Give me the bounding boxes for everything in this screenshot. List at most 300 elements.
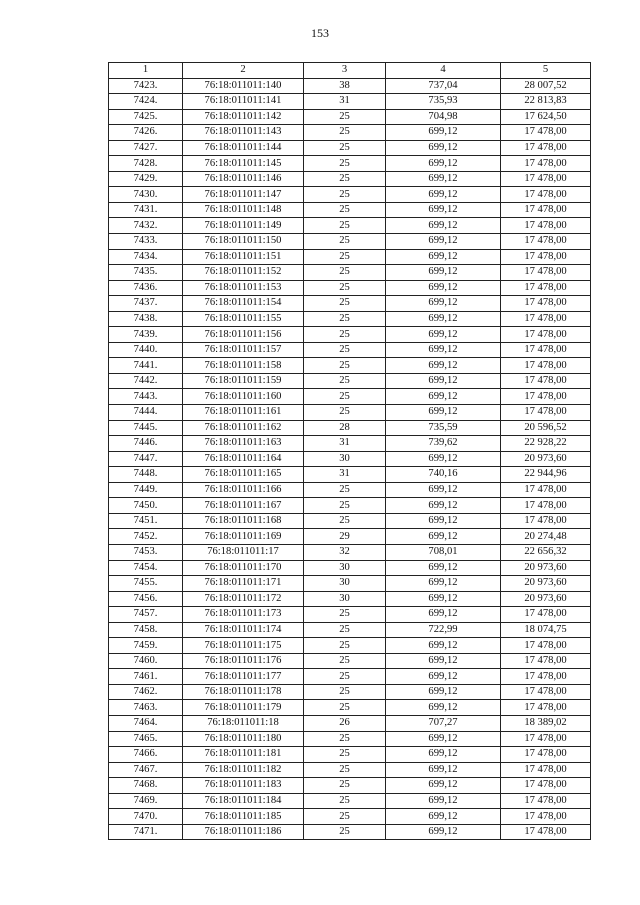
table-row: [109, 156, 591, 172]
value-col-3: 25: [304, 700, 386, 716]
table-row: [109, 249, 591, 265]
row-number: 7430.: [109, 187, 183, 203]
value-col-3: 25: [304, 342, 386, 358]
value-col-4: 699,12: [386, 296, 501, 312]
table-row: [109, 498, 591, 514]
cadastral-number: 76:18:011011:18: [183, 715, 304, 731]
value-col-4: 699,12: [386, 498, 501, 514]
cadastral-number: 76:18:011011:162: [183, 420, 304, 436]
value-col-3: 25: [304, 405, 386, 421]
value-col-5: 17 478,00: [501, 187, 591, 203]
column-header-5: 5: [501, 63, 591, 79]
table-row: [109, 669, 591, 685]
cadastral-table: [108, 62, 591, 840]
value-col-4: 699,12: [386, 809, 501, 825]
table-row: [109, 94, 591, 110]
row-number: 7429.: [109, 171, 183, 187]
cadastral-number: 76:18:011011:142: [183, 109, 304, 125]
table-row: [109, 809, 591, 825]
value-col-5: 17 478,00: [501, 762, 591, 778]
cadastral-number: 76:18:011011:143: [183, 125, 304, 141]
value-col-5: 17 478,00: [501, 373, 591, 389]
cadastral-number: 76:18:011011:146: [183, 171, 304, 187]
column-header-3: 3: [304, 63, 386, 79]
table-header: [109, 63, 591, 79]
value-col-5: 17 478,00: [501, 513, 591, 529]
value-col-3: 28: [304, 420, 386, 436]
row-number: 7447.: [109, 451, 183, 467]
value-col-3: 25: [304, 280, 386, 296]
table-row: [109, 747, 591, 763]
cadastral-number: 76:18:011011:155: [183, 311, 304, 327]
row-number: 7441.: [109, 358, 183, 374]
value-col-3: 25: [304, 482, 386, 498]
cadastral-number: 76:18:011011:163: [183, 436, 304, 452]
table-row: [109, 140, 591, 156]
table-row: [109, 513, 591, 529]
row-number: 7452.: [109, 529, 183, 545]
cadastral-number: 76:18:011011:148: [183, 202, 304, 218]
value-col-4: 699,12: [386, 234, 501, 250]
value-col-3: 25: [304, 296, 386, 312]
value-col-4: 699,12: [386, 700, 501, 716]
value-col-4: 699,12: [386, 638, 501, 654]
table-row: [109, 109, 591, 125]
table-row: [109, 358, 591, 374]
row-number: 7434.: [109, 249, 183, 265]
value-col-4: 699,12: [386, 762, 501, 778]
value-col-3: 25: [304, 187, 386, 203]
value-col-4: 699,12: [386, 125, 501, 141]
value-col-4: 699,12: [386, 171, 501, 187]
cadastral-number: 76:18:011011:167: [183, 498, 304, 514]
table-row: [109, 467, 591, 483]
row-number: 7444.: [109, 405, 183, 421]
row-number: 7445.: [109, 420, 183, 436]
row-number: 7455.: [109, 576, 183, 592]
value-col-3: 25: [304, 327, 386, 343]
value-col-5: 17 478,00: [501, 125, 591, 141]
row-number: 7458.: [109, 622, 183, 638]
cadastral-number: 76:18:011011:156: [183, 327, 304, 343]
value-col-4: 699,12: [386, 327, 501, 343]
value-col-5: 17 478,00: [501, 311, 591, 327]
row-number: 7427.: [109, 140, 183, 156]
table-row: [109, 576, 591, 592]
row-number: 7439.: [109, 327, 183, 343]
row-number: 7462.: [109, 684, 183, 700]
table-body: [109, 78, 591, 840]
value-col-5: 20 274,48: [501, 529, 591, 545]
value-col-5: 20 973,60: [501, 560, 591, 576]
table-row: [109, 684, 591, 700]
value-col-4: 699,12: [386, 358, 501, 374]
table-row: [109, 591, 591, 607]
value-col-5: 17 478,00: [501, 778, 591, 794]
row-number: 7456.: [109, 591, 183, 607]
table-row: [109, 653, 591, 669]
value-col-3: 25: [304, 171, 386, 187]
value-col-3: 25: [304, 498, 386, 514]
value-col-3: 25: [304, 684, 386, 700]
cadastral-number: 76:18:011011:180: [183, 731, 304, 747]
value-col-3: 25: [304, 311, 386, 327]
value-col-4: 740,16: [386, 467, 501, 483]
cadastral-number: 76:18:011011:152: [183, 265, 304, 281]
value-col-5: 22 813,83: [501, 94, 591, 110]
value-col-5: 17 478,00: [501, 607, 591, 623]
row-number: 7470.: [109, 809, 183, 825]
cadastral-number: 76:18:011011:170: [183, 560, 304, 576]
value-col-5: 20 973,60: [501, 451, 591, 467]
value-col-4: 699,12: [386, 669, 501, 685]
value-col-3: 30: [304, 451, 386, 467]
cadastral-number: 76:18:011011:140: [183, 78, 304, 94]
value-col-5: 17 624,50: [501, 109, 591, 125]
value-col-5: 17 478,00: [501, 653, 591, 669]
table-row: [109, 529, 591, 545]
cadastral-number: 76:18:011011:168: [183, 513, 304, 529]
table-row: [109, 202, 591, 218]
row-number: 7435.: [109, 265, 183, 281]
value-col-3: 29: [304, 529, 386, 545]
row-number: 7465.: [109, 731, 183, 747]
table-row: [109, 125, 591, 141]
cadastral-number: 76:18:011011:164: [183, 451, 304, 467]
value-col-3: 25: [304, 218, 386, 234]
page-number: 153: [311, 26, 329, 40]
value-col-4: 699,12: [386, 731, 501, 747]
value-col-3: 25: [304, 809, 386, 825]
table-row: [109, 420, 591, 436]
table-row: [109, 700, 591, 716]
value-col-5: 17 478,00: [501, 482, 591, 498]
value-col-4: 737,04: [386, 78, 501, 94]
cadastral-number: 76:18:011011:160: [183, 389, 304, 405]
row-number: 7437.: [109, 296, 183, 312]
value-col-4: 699,12: [386, 529, 501, 545]
value-col-5: 17 478,00: [501, 793, 591, 809]
value-col-4: 699,12: [386, 140, 501, 156]
value-col-5: 17 478,00: [501, 249, 591, 265]
row-number: 7423.: [109, 78, 183, 94]
value-col-3: 25: [304, 638, 386, 654]
table-row: [109, 218, 591, 234]
table-row: [109, 451, 591, 467]
cadastral-number: 76:18:011011:158: [183, 358, 304, 374]
value-col-3: 25: [304, 389, 386, 405]
table-row: [109, 389, 591, 405]
cadastral-number: 76:18:011011:159: [183, 373, 304, 389]
value-col-3: 25: [304, 358, 386, 374]
value-col-4: 699,12: [386, 576, 501, 592]
value-col-3: 25: [304, 265, 386, 281]
value-col-5: 17 478,00: [501, 700, 591, 716]
value-col-3: 30: [304, 591, 386, 607]
cadastral-number: 76:18:011011:144: [183, 140, 304, 156]
table-row: [109, 171, 591, 187]
value-col-4: 699,12: [386, 156, 501, 172]
value-col-5: 18 389,02: [501, 715, 591, 731]
cadastral-number: 76:18:011011:165: [183, 467, 304, 483]
value-col-3: 32: [304, 544, 386, 560]
cadastral-number: 76:18:011011:157: [183, 342, 304, 358]
table-row: [109, 405, 591, 421]
value-col-4: 699,12: [386, 280, 501, 296]
row-number: 7431.: [109, 202, 183, 218]
value-col-3: 25: [304, 202, 386, 218]
value-col-3: 31: [304, 467, 386, 483]
value-col-5: 20 973,60: [501, 591, 591, 607]
value-col-4: 699,12: [386, 405, 501, 421]
row-number: 7457.: [109, 607, 183, 623]
row-number: 7425.: [109, 109, 183, 125]
value-col-5: 17 478,00: [501, 405, 591, 421]
row-number: 7442.: [109, 373, 183, 389]
table-row: [109, 373, 591, 389]
cadastral-number: 76:18:011011:145: [183, 156, 304, 172]
value-col-4: 699,12: [386, 793, 501, 809]
row-number: 7451.: [109, 513, 183, 529]
value-col-3: 25: [304, 747, 386, 763]
value-col-4: 699,12: [386, 342, 501, 358]
cadastral-number: 76:18:011011:182: [183, 762, 304, 778]
value-col-5: 17 478,00: [501, 171, 591, 187]
value-col-3: 30: [304, 576, 386, 592]
value-col-5: 17 478,00: [501, 731, 591, 747]
value-col-5: 17 478,00: [501, 389, 591, 405]
value-col-5: 20 973,60: [501, 576, 591, 592]
value-col-5: 17 478,00: [501, 218, 591, 234]
table-row: [109, 78, 591, 94]
value-col-3: 31: [304, 94, 386, 110]
value-col-5: 17 478,00: [501, 202, 591, 218]
value-col-5: 17 478,00: [501, 156, 591, 172]
value-col-4: 699,12: [386, 311, 501, 327]
row-number: 7469.: [109, 793, 183, 809]
column-header-1: 1: [109, 63, 183, 79]
value-col-4: 699,12: [386, 451, 501, 467]
row-number: 7446.: [109, 436, 183, 452]
value-col-4: 707,27: [386, 715, 501, 731]
value-col-5: 17 478,00: [501, 498, 591, 514]
value-col-3: 25: [304, 109, 386, 125]
cadastral-number: 76:18:011011:141: [183, 94, 304, 110]
value-col-4: 735,93: [386, 94, 501, 110]
row-number: 7460.: [109, 653, 183, 669]
table-row: [109, 544, 591, 560]
value-col-5: 18 074,75: [501, 622, 591, 638]
value-col-5: 17 478,00: [501, 140, 591, 156]
cadastral-number: 76:18:011011:17: [183, 544, 304, 560]
value-col-3: 25: [304, 824, 386, 840]
value-col-3: 25: [304, 513, 386, 529]
cadastral-number: 76:18:011011:153: [183, 280, 304, 296]
value-col-5: 17 478,00: [501, 327, 591, 343]
row-number: 7448.: [109, 467, 183, 483]
row-number: 7467.: [109, 762, 183, 778]
value-col-4: 735,59: [386, 420, 501, 436]
table-row: [109, 824, 591, 840]
row-number: 7468.: [109, 778, 183, 794]
value-col-5: 17 478,00: [501, 280, 591, 296]
value-col-5: 17 478,00: [501, 265, 591, 281]
value-col-3: 25: [304, 778, 386, 794]
value-col-4: 699,12: [386, 249, 501, 265]
value-col-3: 25: [304, 653, 386, 669]
value-col-5: 17 478,00: [501, 684, 591, 700]
table-row: [109, 731, 591, 747]
cadastral-number: 76:18:011011:178: [183, 684, 304, 700]
value-col-4: 699,12: [386, 513, 501, 529]
cadastral-number: 76:18:011011:149: [183, 218, 304, 234]
row-number: 7428.: [109, 156, 183, 172]
value-col-3: 25: [304, 762, 386, 778]
value-col-4: 699,12: [386, 747, 501, 763]
value-col-4: 699,12: [386, 560, 501, 576]
row-number: 7436.: [109, 280, 183, 296]
value-col-5: 17 478,00: [501, 747, 591, 763]
table-row: [109, 265, 591, 281]
table-row: [109, 436, 591, 452]
value-col-3: 25: [304, 622, 386, 638]
cadastral-number: 76:18:011011:173: [183, 607, 304, 623]
value-col-4: 708,01: [386, 544, 501, 560]
table-row: [109, 234, 591, 250]
row-number: 7464.: [109, 715, 183, 731]
table-row: [109, 715, 591, 731]
value-col-4: 699,12: [386, 389, 501, 405]
cadastral-number: 76:18:011011:150: [183, 234, 304, 250]
value-col-5: 17 478,00: [501, 638, 591, 654]
table-row: [109, 187, 591, 203]
table-row: [109, 762, 591, 778]
value-col-3: 30: [304, 560, 386, 576]
cadastral-number: 76:18:011011:183: [183, 778, 304, 794]
value-col-4: 699,12: [386, 591, 501, 607]
table-row: [109, 296, 591, 312]
value-col-4: 699,12: [386, 778, 501, 794]
header-row: [109, 63, 591, 79]
table-row: [109, 280, 591, 296]
cadastral-number: 76:18:011011:161: [183, 405, 304, 421]
table-row: [109, 327, 591, 343]
cadastral-number: 76:18:011011:186: [183, 824, 304, 840]
value-col-5: 20 596,52: [501, 420, 591, 436]
row-number: 7432.: [109, 218, 183, 234]
cadastral-number: 76:18:011011:179: [183, 700, 304, 716]
cadastral-number: 76:18:011011:171: [183, 576, 304, 592]
table-row: [109, 482, 591, 498]
value-col-4: 699,12: [386, 482, 501, 498]
value-col-4: 704,98: [386, 109, 501, 125]
value-col-3: 25: [304, 140, 386, 156]
value-col-3: 25: [304, 125, 386, 141]
cadastral-number: 76:18:011011:184: [183, 793, 304, 809]
row-number: 7440.: [109, 342, 183, 358]
cadastral-number: 76:18:011011:151: [183, 249, 304, 265]
cadastral-number: 76:18:011011:176: [183, 653, 304, 669]
value-col-3: 25: [304, 234, 386, 250]
value-col-4: 699,12: [386, 187, 501, 203]
value-col-5: 28 007,52: [501, 78, 591, 94]
row-number: 7450.: [109, 498, 183, 514]
row-number: 7471.: [109, 824, 183, 840]
cadastral-number: 76:18:011011:154: [183, 296, 304, 312]
value-col-5: 17 478,00: [501, 824, 591, 840]
column-header-2: 2: [183, 63, 304, 79]
cadastral-number: 76:18:011011:185: [183, 809, 304, 825]
row-number: 7426.: [109, 125, 183, 141]
row-number: 7453.: [109, 544, 183, 560]
value-col-5: 22 928,22: [501, 436, 591, 452]
table-row: [109, 793, 591, 809]
row-number: 7466.: [109, 747, 183, 763]
cadastral-number: 76:18:011011:175: [183, 638, 304, 654]
value-col-4: 699,12: [386, 218, 501, 234]
cadastral-number: 76:18:011011:174: [183, 622, 304, 638]
cadastral-number: 76:18:011011:177: [183, 669, 304, 685]
value-col-4: 699,12: [386, 373, 501, 389]
row-number: 7454.: [109, 560, 183, 576]
value-col-3: 38: [304, 78, 386, 94]
value-col-5: 22 656,32: [501, 544, 591, 560]
table-row: [109, 638, 591, 654]
value-col-5: 17 478,00: [501, 342, 591, 358]
value-col-3: 25: [304, 249, 386, 265]
row-number: 7433.: [109, 234, 183, 250]
row-number: 7463.: [109, 700, 183, 716]
table-row: [109, 560, 591, 576]
table-row: [109, 622, 591, 638]
value-col-3: 25: [304, 607, 386, 623]
value-col-4: 722,99: [386, 622, 501, 638]
value-col-3: 25: [304, 793, 386, 809]
value-col-5: 17 478,00: [501, 669, 591, 685]
value-col-3: 25: [304, 669, 386, 685]
value-col-3: 31: [304, 436, 386, 452]
value-col-4: 699,12: [386, 824, 501, 840]
table-row: [109, 607, 591, 623]
row-number: 7424.: [109, 94, 183, 110]
cadastral-number: 76:18:011011:147: [183, 187, 304, 203]
table-row: [109, 311, 591, 327]
cadastral-number: 76:18:011011:166: [183, 482, 304, 498]
value-col-4: 739,62: [386, 436, 501, 452]
cadastral-number: 76:18:011011:169: [183, 529, 304, 545]
value-col-4: 699,12: [386, 265, 501, 281]
value-col-3: 25: [304, 156, 386, 172]
value-col-4: 699,12: [386, 202, 501, 218]
value-col-4: 699,12: [386, 653, 501, 669]
value-col-5: 17 478,00: [501, 234, 591, 250]
value-col-3: 25: [304, 373, 386, 389]
value-col-3: 25: [304, 731, 386, 747]
value-col-3: 26: [304, 715, 386, 731]
cadastral-number: 76:18:011011:181: [183, 747, 304, 763]
table-row: [109, 342, 591, 358]
row-number: 7443.: [109, 389, 183, 405]
row-number: 7461.: [109, 669, 183, 685]
value-col-5: 17 478,00: [501, 296, 591, 312]
value-col-4: 699,12: [386, 607, 501, 623]
value-col-5: 22 944,96: [501, 467, 591, 483]
value-col-5: 17 478,00: [501, 809, 591, 825]
table-row: [109, 778, 591, 794]
row-number: 7459.: [109, 638, 183, 654]
cadastral-number: 76:18:011011:172: [183, 591, 304, 607]
value-col-4: 699,12: [386, 684, 501, 700]
